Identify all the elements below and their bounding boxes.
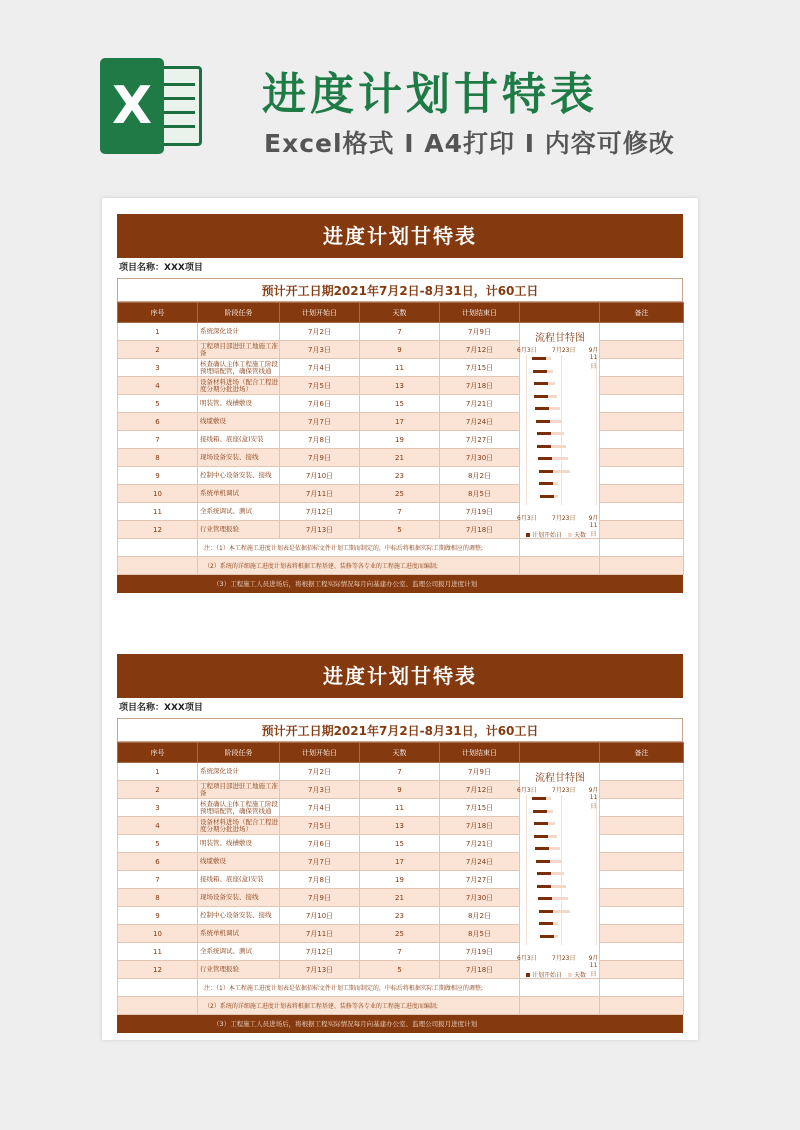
remark-cell <box>600 503 684 521</box>
remark-cell <box>600 781 684 799</box>
gantt-start-bar <box>535 407 549 410</box>
gantt-start-bar <box>539 470 553 473</box>
gantt-start-bar <box>532 357 546 360</box>
row-number: 1 <box>118 763 198 781</box>
project-name: 项目名称：XXX项目 <box>119 263 203 273</box>
gantt-duration-bar <box>550 860 562 863</box>
end-date: 8月2日 <box>440 467 520 485</box>
row-number: 9 <box>118 467 198 485</box>
end-date: 7月21日 <box>440 395 520 413</box>
column-header: 天数 <box>360 303 440 323</box>
start-date: 7月9日 <box>280 449 360 467</box>
banner-title: 进度计划甘特表 <box>262 69 598 120</box>
task-name: 系统深化设计 <box>198 763 280 781</box>
column-header: 计划开始日 <box>280 743 360 763</box>
gantt-duration-bar <box>551 445 566 448</box>
start-date: 7月10日 <box>280 467 360 485</box>
remark-cell <box>600 521 684 539</box>
row-number: 8 <box>118 449 198 467</box>
row-number: 5 <box>118 395 198 413</box>
end-date: 7月18日 <box>440 961 520 979</box>
start-date: 7月11日 <box>280 485 360 503</box>
remark-cell <box>600 359 684 377</box>
row-number: 11 <box>118 943 198 961</box>
end-date: 7月21日 <box>440 835 520 853</box>
gantt-start-bar <box>537 445 551 448</box>
start-date: 7月8日 <box>280 871 360 889</box>
remark-cell <box>600 341 684 359</box>
gantt-start-bar <box>540 935 554 938</box>
row-number: 2 <box>118 341 198 359</box>
end-date: 7月18日 <box>440 817 520 835</box>
gantt-duration-bar <box>548 822 556 825</box>
note-text: 注：（1）本工程施工进度计划表是依据招标文件计划工期而制定的，中标后将根据实际工期做相应的调整; <box>198 539 520 557</box>
remark-cell <box>600 853 684 871</box>
sheet-title: 进度计划甘特表 <box>117 654 683 698</box>
end-date: 7月19日 <box>440 503 520 521</box>
duration-days: 7 <box>360 503 440 521</box>
gantt-duration-bar <box>546 797 551 800</box>
row-number: 3 <box>118 359 198 377</box>
column-header: 计划开始日 <box>280 303 360 323</box>
remark-cell <box>600 485 684 503</box>
column-header: 序号 <box>118 743 198 763</box>
end-date: 7月24日 <box>440 853 520 871</box>
gantt-chart <box>517 763 600 981</box>
end-date: 7月27日 <box>440 871 520 889</box>
gantt-duration-bar <box>551 885 566 888</box>
project-name: 项目名称：XXX项目 <box>119 703 203 713</box>
remark-cell <box>600 323 684 341</box>
remark-cell <box>600 961 684 979</box>
gantt-duration-bar <box>552 897 568 900</box>
end-date: 7月27日 <box>440 431 520 449</box>
gantt-x-tick-bottom: 9月11日 <box>588 955 599 978</box>
duration-days: 11 <box>360 359 440 377</box>
remark-cell <box>600 467 684 485</box>
start-date: 7月12日 <box>280 503 360 521</box>
remark-cell <box>600 817 684 835</box>
legend-swatch-days <box>568 533 572 537</box>
excel-logo-letter: X <box>100 58 164 154</box>
remark-cell <box>600 943 684 961</box>
gantt-chart-cell <box>517 323 600 539</box>
gantt-chart-cell <box>517 763 600 979</box>
task-name: 行业管理报验 <box>198 961 280 979</box>
gantt-x-tick-top: 7月23日 <box>552 347 576 354</box>
duration-days: 17 <box>360 853 440 871</box>
remark-cell <box>600 377 684 395</box>
row-number: 6 <box>118 853 198 871</box>
task-name: 控制中心设备安装、接线 <box>198 907 280 925</box>
gantt-duration-bar <box>548 382 556 385</box>
duration-days: 13 <box>360 377 440 395</box>
gantt-x-tick-top: 9月11日 <box>588 787 599 810</box>
duration-days: 7 <box>360 943 440 961</box>
duration-days: 5 <box>360 521 440 539</box>
plan-date-banner: 预计开工日期2021年7月2日-8月31日，计60工日 <box>117 278 683 302</box>
duration-days: 23 <box>360 467 440 485</box>
gantt-start-bar <box>537 872 551 875</box>
task-name: 设备材料进场（配合工程进度分期分批进场） <box>198 817 280 835</box>
duration-days: 21 <box>360 889 440 907</box>
legend-swatch-start <box>526 973 530 977</box>
gantt-duration-bar <box>547 370 553 373</box>
gantt-duration-bar <box>553 910 571 913</box>
remark-cell <box>600 431 684 449</box>
gantt-start-bar <box>537 885 551 888</box>
template-sheet <box>102 198 698 1040</box>
gantt-start-bar <box>536 420 550 423</box>
row-number: 4 <box>118 817 198 835</box>
task-name: 设备材料进场（配合工程进度分期分批进场） <box>198 377 280 395</box>
gantt-start-bar <box>540 495 554 498</box>
end-date: 7月18日 <box>440 521 520 539</box>
task-name: 现场设备安装、接线 <box>198 449 280 467</box>
column-header: 计划结束日 <box>440 303 520 323</box>
row-number: 8 <box>118 889 198 907</box>
gantt-start-bar <box>538 897 552 900</box>
start-date: 7月7日 <box>280 853 360 871</box>
task-name: 系统单机调试 <box>198 485 280 503</box>
gantt-duration-bar <box>553 922 558 925</box>
start-date: 7月6日 <box>280 835 360 853</box>
duration-days: 15 <box>360 395 440 413</box>
gantt-legend <box>526 530 586 539</box>
row-number: 11 <box>118 503 198 521</box>
duration-days: 9 <box>360 341 440 359</box>
task-name: 线缆敷设 <box>198 853 280 871</box>
footer-note: （3）工程施工人员进场后，将根据工程实际情况每月向基建办公室、监理公司报月进度计划 <box>117 1015 683 1033</box>
gantt-start-bar <box>533 810 547 813</box>
remark-cell <box>600 889 684 907</box>
note-text: 注：（1）本工程施工进度计划表是依据招标文件计划工期而制定的，中标后将根据实际工期做相应的调整; <box>198 979 520 997</box>
legend-swatch-start <box>526 533 530 537</box>
sheet-title: 进度计划甘特表 <box>117 214 683 258</box>
row-number: 5 <box>118 835 198 853</box>
gantt-gridline <box>526 355 527 505</box>
gantt-gridline <box>561 795 562 945</box>
remark-cell <box>600 395 684 413</box>
gantt-start-bar <box>534 835 548 838</box>
footer-note: （3）工程施工人员进场后，将根据工程实际情况每月向基建办公室、监理公司报月进度计划 <box>117 575 683 593</box>
column-header <box>520 303 600 323</box>
end-date: 7月30日 <box>440 449 520 467</box>
start-date: 7月5日 <box>280 817 360 835</box>
note-row <box>118 539 684 557</box>
gantt-x-tick-bottom: 6月3日 <box>517 515 537 522</box>
gantt-start-bar <box>536 860 550 863</box>
gantt-start-bar <box>539 482 553 485</box>
duration-days: 19 <box>360 431 440 449</box>
row-number: 3 <box>118 799 198 817</box>
gantt-duration-bar <box>551 432 564 435</box>
duration-days: 7 <box>360 323 440 341</box>
task-name: 工程项目部进驻工地施工准备 <box>198 781 280 799</box>
row-number: 9 <box>118 907 198 925</box>
row-number: 10 <box>118 485 198 503</box>
column-header: 阶段任务 <box>198 743 280 763</box>
duration-days: 13 <box>360 817 440 835</box>
start-date: 7月11日 <box>280 925 360 943</box>
task-name: 接线箱、底座(盒)安装 <box>198 871 280 889</box>
start-date: 7月6日 <box>280 395 360 413</box>
gantt-x-tick-bottom: 7月23日 <box>552 955 576 962</box>
duration-days: 7 <box>360 763 440 781</box>
gantt-x-tick-top: 6月3日 <box>517 347 537 354</box>
gantt-duration-bar <box>552 457 568 460</box>
remark-cell <box>600 925 684 943</box>
start-date: 7月4日 <box>280 359 360 377</box>
table-row <box>118 763 684 781</box>
task-name: 工程项目部进驻工地施工准备 <box>198 341 280 359</box>
gantt-start-bar <box>538 457 552 460</box>
gantt-start-bar <box>539 910 553 913</box>
gantt-legend <box>526 970 586 979</box>
legend-label-start: 计划开始日 <box>532 972 563 979</box>
gantt-duration-bar <box>548 835 557 838</box>
gantt-x-tick-bottom: 7月23日 <box>552 515 576 522</box>
column-header: 备注 <box>600 743 684 763</box>
remark-cell <box>600 835 684 853</box>
start-date: 7月3日 <box>280 781 360 799</box>
start-date: 7月5日 <box>280 377 360 395</box>
gantt-x-tick-top: 9月11日 <box>588 347 599 370</box>
end-date: 8月2日 <box>440 907 520 925</box>
duration-days: 21 <box>360 449 440 467</box>
row-number: 1 <box>118 323 198 341</box>
gantt-duration-bar <box>551 872 564 875</box>
end-date: 8月5日 <box>440 485 520 503</box>
schedule-table <box>117 302 684 575</box>
row-number: 12 <box>118 521 198 539</box>
duration-days: 5 <box>360 961 440 979</box>
schedule-table <box>117 742 684 1015</box>
gantt-start-bar <box>532 797 546 800</box>
banner-subtitle: Excel格式 I A4打印 I 内容可修改 <box>264 129 675 158</box>
task-name: 全系统调试、测试 <box>198 943 280 961</box>
legend-label-days: 天数 <box>574 972 587 979</box>
task-name: 线缆敷设 <box>198 413 280 431</box>
legend-label-days: 天数 <box>574 532 587 539</box>
gantt-title: 流程甘特图 <box>535 773 585 784</box>
table-row <box>118 323 684 341</box>
task-name: 明装管、线槽敷设 <box>198 835 280 853</box>
gantt-start-bar <box>533 370 547 373</box>
start-date: 7月8日 <box>280 431 360 449</box>
note-row <box>118 557 684 575</box>
task-name: 接线箱、底座(盒)安装 <box>198 431 280 449</box>
task-name: 现场设备安装、接线 <box>198 889 280 907</box>
gantt-duration-bar <box>550 420 562 423</box>
row-number: 10 <box>118 925 198 943</box>
table-header-row <box>118 743 684 763</box>
start-date: 7月2日 <box>280 323 360 341</box>
gantt-duration-bar <box>547 810 553 813</box>
start-date: 7月2日 <box>280 763 360 781</box>
remark-cell <box>600 413 684 431</box>
gantt-start-bar <box>537 432 551 435</box>
plan-date-banner: 预计开工日期2021年7月2日-8月31日，计60工日 <box>117 718 683 742</box>
remark-cell <box>600 871 684 889</box>
gantt-sheet-page-2 <box>117 654 683 1033</box>
end-date: 8月5日 <box>440 925 520 943</box>
row-number: 7 <box>118 871 198 889</box>
duration-days: 25 <box>360 485 440 503</box>
start-date: 7月7日 <box>280 413 360 431</box>
row-number: 12 <box>118 961 198 979</box>
end-date: 7月12日 <box>440 341 520 359</box>
note-row <box>118 997 684 1015</box>
gantt-duration-bar <box>554 935 558 938</box>
task-name: 行业管理报验 <box>198 521 280 539</box>
task-name: 全系统调试、测试 <box>198 503 280 521</box>
end-date: 7月18日 <box>440 377 520 395</box>
gantt-x-tick-bottom: 6月3日 <box>517 955 537 962</box>
row-number: 6 <box>118 413 198 431</box>
gantt-duration-bar <box>548 395 557 398</box>
end-date: 7月15日 <box>440 359 520 377</box>
end-date: 7月12日 <box>440 781 520 799</box>
gantt-chart <box>517 323 600 541</box>
row-number: 2 <box>118 781 198 799</box>
end-date: 7月19日 <box>440 943 520 961</box>
end-date: 7月30日 <box>440 889 520 907</box>
end-date: 7月24日 <box>440 413 520 431</box>
end-date: 7月15日 <box>440 799 520 817</box>
start-date: 7月10日 <box>280 907 360 925</box>
duration-days: 25 <box>360 925 440 943</box>
end-date: 7月9日 <box>440 323 520 341</box>
duration-days: 11 <box>360 799 440 817</box>
remark-cell <box>600 449 684 467</box>
gantt-sheet-page-1 <box>117 214 683 593</box>
duration-days: 17 <box>360 413 440 431</box>
gantt-duration-bar <box>549 847 560 850</box>
task-name: 控制中心设备安装、接线 <box>198 467 280 485</box>
promo-banner <box>0 0 800 190</box>
gantt-start-bar <box>534 395 548 398</box>
gantt-duration-bar <box>546 357 551 360</box>
task-name: 明装管、线槽敷设 <box>198 395 280 413</box>
task-name: 核查确认主体工程施工阶段预埋暗配管，确保管线通 <box>198 799 280 817</box>
gantt-duration-bar <box>554 495 558 498</box>
gantt-duration-bar <box>549 407 560 410</box>
gantt-start-bar <box>535 847 549 850</box>
start-date: 7月9日 <box>280 889 360 907</box>
table-header-row <box>118 303 684 323</box>
column-header: 阶段任务 <box>198 303 280 323</box>
gantt-x-tick-top: 7月23日 <box>552 787 576 794</box>
column-header: 序号 <box>118 303 198 323</box>
start-date: 7月4日 <box>280 799 360 817</box>
gantt-x-tick-bottom: 9月11日 <box>588 515 599 538</box>
row-number: 4 <box>118 377 198 395</box>
column-header: 天数 <box>360 743 440 763</box>
column-header <box>520 743 600 763</box>
duration-days: 19 <box>360 871 440 889</box>
task-name: 核查确认主体工程施工阶段预埋暗配管，确保管线通 <box>198 359 280 377</box>
excel-logo-icon <box>100 58 204 154</box>
gantt-gridline <box>596 795 597 945</box>
remark-cell <box>600 907 684 925</box>
legend-label-start: 计划开始日 <box>532 532 563 539</box>
gantt-start-bar <box>539 922 553 925</box>
task-name: 系统深化设计 <box>198 323 280 341</box>
column-header: 备注 <box>600 303 684 323</box>
end-date: 7月9日 <box>440 763 520 781</box>
gantt-start-bar <box>534 382 548 385</box>
gantt-duration-bar <box>553 482 558 485</box>
row-number: 7 <box>118 431 198 449</box>
legend-swatch-days <box>568 973 572 977</box>
note-row <box>118 979 684 997</box>
gantt-gridline <box>561 355 562 505</box>
task-name: 系统单机调试 <box>198 925 280 943</box>
start-date: 7月13日 <box>280 521 360 539</box>
duration-days: 15 <box>360 835 440 853</box>
gantt-gridline <box>596 355 597 505</box>
gantt-duration-bar <box>553 470 571 473</box>
duration-days: 23 <box>360 907 440 925</box>
remark-cell <box>600 763 684 781</box>
gantt-title: 流程甘特图 <box>535 333 585 344</box>
gantt-gridline <box>526 795 527 945</box>
gantt-start-bar <box>534 822 548 825</box>
duration-days: 9 <box>360 781 440 799</box>
start-date: 7月12日 <box>280 943 360 961</box>
note-text: （2）系统的详细施工进度计划表将根据工程基建、装修等各专业的工程施工进度而编制; <box>198 557 520 575</box>
note-text: （2）系统的详细施工进度计划表将根据工程基建、装修等各专业的工程施工进度而编制; <box>198 997 520 1015</box>
start-date: 7月13日 <box>280 961 360 979</box>
gantt-x-tick-top: 6月3日 <box>517 787 537 794</box>
start-date: 7月3日 <box>280 341 360 359</box>
remark-cell <box>600 799 684 817</box>
column-header: 计划结束日 <box>440 743 520 763</box>
